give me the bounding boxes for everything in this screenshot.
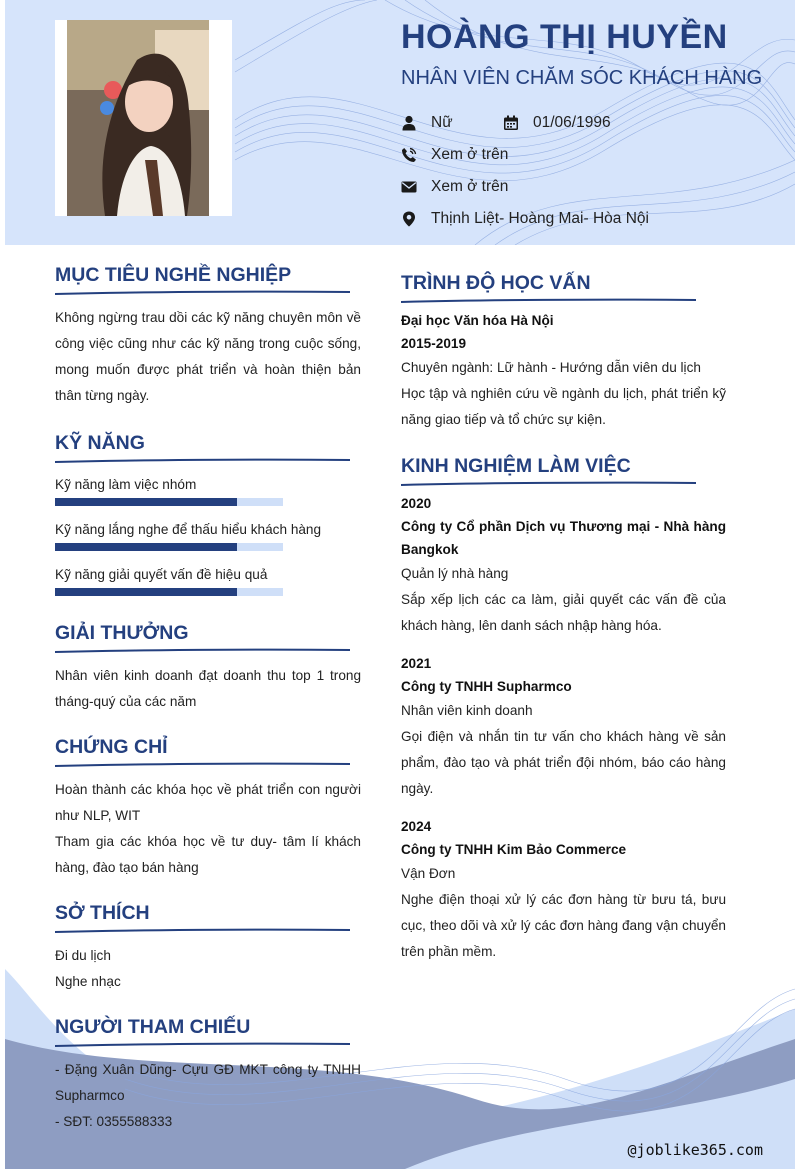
watermark: @joblike365.com bbox=[627, 1141, 763, 1159]
title-underline bbox=[55, 761, 350, 769]
info-row-address bbox=[401, 208, 649, 230]
title-underline bbox=[55, 289, 350, 297]
section-hobbies bbox=[55, 900, 361, 995]
candidate-job-title: NHÂN VIÊN CHĂM SÓC KHÁCH HÀNG bbox=[401, 67, 763, 89]
section-title: CHỨNG CHỈ bbox=[55, 736, 168, 758]
section-experience bbox=[401, 453, 726, 965]
title-underline bbox=[55, 457, 350, 465]
section-awards bbox=[55, 620, 361, 715]
skill-bar-fill bbox=[55, 588, 237, 596]
education-school: Đại học Văn hóa Hà Nội bbox=[401, 313, 554, 328]
section-title: SỞ THÍCH bbox=[55, 902, 150, 924]
skill-label: Kỹ năng làm việc nhóm bbox=[55, 477, 197, 492]
experience-company: Công ty TNHH Supharmco bbox=[401, 679, 572, 694]
left-column bbox=[55, 262, 361, 1135]
experience-desc: Sắp xếp lịch các ca làm, giải quyết các vấn đề của khách hàng, lên danh sách nhập hàng hóa. bbox=[401, 592, 726, 633]
section-references bbox=[55, 1014, 361, 1135]
objective-text: Không ngừng trau dồi các kỹ năng chuyên môn về công việc cũng như các kỹ năng trong cuộc sống, mong muốn được phát triển và hoàn thiện bản thân từng ngày. bbox=[55, 310, 361, 403]
skill-label: Kỹ năng giải quyết vấn đề hiệu quả bbox=[55, 567, 268, 582]
email-value: Xem ở trên bbox=[431, 178, 509, 195]
education-years: 2015-2019 bbox=[401, 336, 467, 351]
address-value: Thịnh Liệt- Hoàng Mai- Hòa Nội bbox=[431, 210, 649, 227]
reference-item: - SĐT: 0355588333 bbox=[55, 1114, 173, 1129]
hobby-item: Đi du lịch bbox=[55, 948, 111, 963]
section-title: GIẢI THƯỞNG bbox=[55, 622, 189, 644]
certificate-item: Hoàn thành các khóa học về phát triển con người như NLP, WIT bbox=[55, 782, 361, 823]
skill-bar-track bbox=[55, 588, 283, 596]
section-title: MỤC TIÊU NGHỀ NGHIỆP bbox=[55, 264, 292, 286]
candidate-name: HOÀNG THỊ HUYỀN bbox=[401, 18, 728, 56]
experience-desc: Nghe điện thoại xử lý các đơn hàng từ bưu tá, bưu cục, theo dõi và xử lý các đơn hàng đang vận chuyển trên phần mềm. bbox=[401, 892, 726, 959]
title-underline bbox=[55, 927, 350, 935]
cv-page bbox=[5, 0, 795, 1169]
hobby-item: Nghe nhạc bbox=[55, 974, 121, 989]
profile-photo bbox=[67, 20, 209, 216]
reference-item: - Đặng Xuân Dũng- Cựu GĐ MKT công ty TNHH Supharmco bbox=[55, 1062, 361, 1103]
skill-bar-track bbox=[55, 543, 283, 551]
calendar-icon bbox=[503, 115, 519, 131]
experience-year: 2020 bbox=[401, 496, 432, 511]
experience-year: 2024 bbox=[401, 819, 432, 834]
phone-icon bbox=[401, 147, 417, 163]
experience-role: Quản lý nhà hàng bbox=[401, 566, 509, 581]
experience-company: Công ty TNHH Kim Bảo Commerce bbox=[401, 842, 627, 857]
phone-value: Xem ở trên bbox=[431, 146, 509, 163]
experience-role: Nhân viên kinh doanh bbox=[401, 703, 533, 718]
birthdate-group bbox=[503, 114, 611, 132]
section-skills bbox=[55, 430, 361, 596]
skill-item bbox=[55, 563, 361, 596]
title-underline bbox=[55, 647, 350, 655]
awards-text: Nhân viên kinh doanh đạt doanh thu top 1 trong tháng-quý của các năm bbox=[55, 668, 361, 709]
info-row-gender-birthdate bbox=[401, 112, 611, 134]
envelope-icon bbox=[401, 179, 417, 195]
title-underline bbox=[401, 297, 696, 305]
skill-item bbox=[55, 473, 361, 506]
skill-label: Kỹ năng lắng nghe để thấu hiểu khách hàng bbox=[55, 522, 322, 537]
skill-item bbox=[55, 518, 361, 551]
section-title: NGƯỜI THAM CHIẾU bbox=[55, 1016, 251, 1038]
section-certificates bbox=[55, 734, 361, 881]
section-title: KỸ NĂNG bbox=[55, 432, 145, 454]
education-desc: Học tập và nghiên cứu về ngành du lịch, phát triển kỹ năng giao tiếp và tổ chức sự kiện. bbox=[401, 386, 726, 427]
education-major: Chuyên ngành: Lữ hành - Hướng dẫn viên du lịch bbox=[401, 360, 701, 375]
skill-bar-track bbox=[55, 498, 283, 506]
skill-bar-fill bbox=[55, 543, 237, 551]
info-row-email bbox=[401, 176, 508, 198]
experience-item bbox=[401, 492, 726, 639]
title-underline bbox=[55, 1041, 350, 1049]
skill-bar-fill bbox=[55, 498, 237, 506]
experience-desc: Gọi điện và nhắn tin tư vấn cho khách hàng về sản phẩm, đào tạo và phát triển đội nhóm, báo cáo hàng ngày. bbox=[401, 729, 726, 796]
experience-role: Vận Đơn bbox=[401, 866, 456, 881]
map-marker-icon bbox=[401, 211, 417, 227]
section-title: TRÌNH ĐỘ HỌC VẤN bbox=[401, 272, 591, 294]
section-title: KINH NGHIỆM LÀM VIỆC bbox=[401, 455, 631, 477]
right-column bbox=[401, 270, 726, 965]
gender-value: Nữ bbox=[431, 114, 453, 131]
experience-item bbox=[401, 815, 726, 965]
certificate-item: Tham gia các khóa học về tư duy- tâm lí khách hàng, đào tạo bán hàng bbox=[55, 834, 361, 875]
header-band bbox=[5, 0, 795, 245]
section-objective bbox=[55, 262, 361, 409]
user-icon bbox=[401, 115, 417, 131]
section-education bbox=[401, 270, 726, 433]
experience-company: Công ty Cổ phần Dịch vụ Thương mại - Nhà hàng Bangkok bbox=[401, 519, 726, 557]
profile-photo-frame bbox=[55, 20, 232, 216]
info-row-phone bbox=[401, 144, 508, 166]
title-underline bbox=[401, 480, 696, 488]
birthdate-value: 01/06/1996 bbox=[533, 114, 611, 131]
experience-item bbox=[401, 652, 726, 802]
experience-year: 2021 bbox=[401, 656, 432, 671]
